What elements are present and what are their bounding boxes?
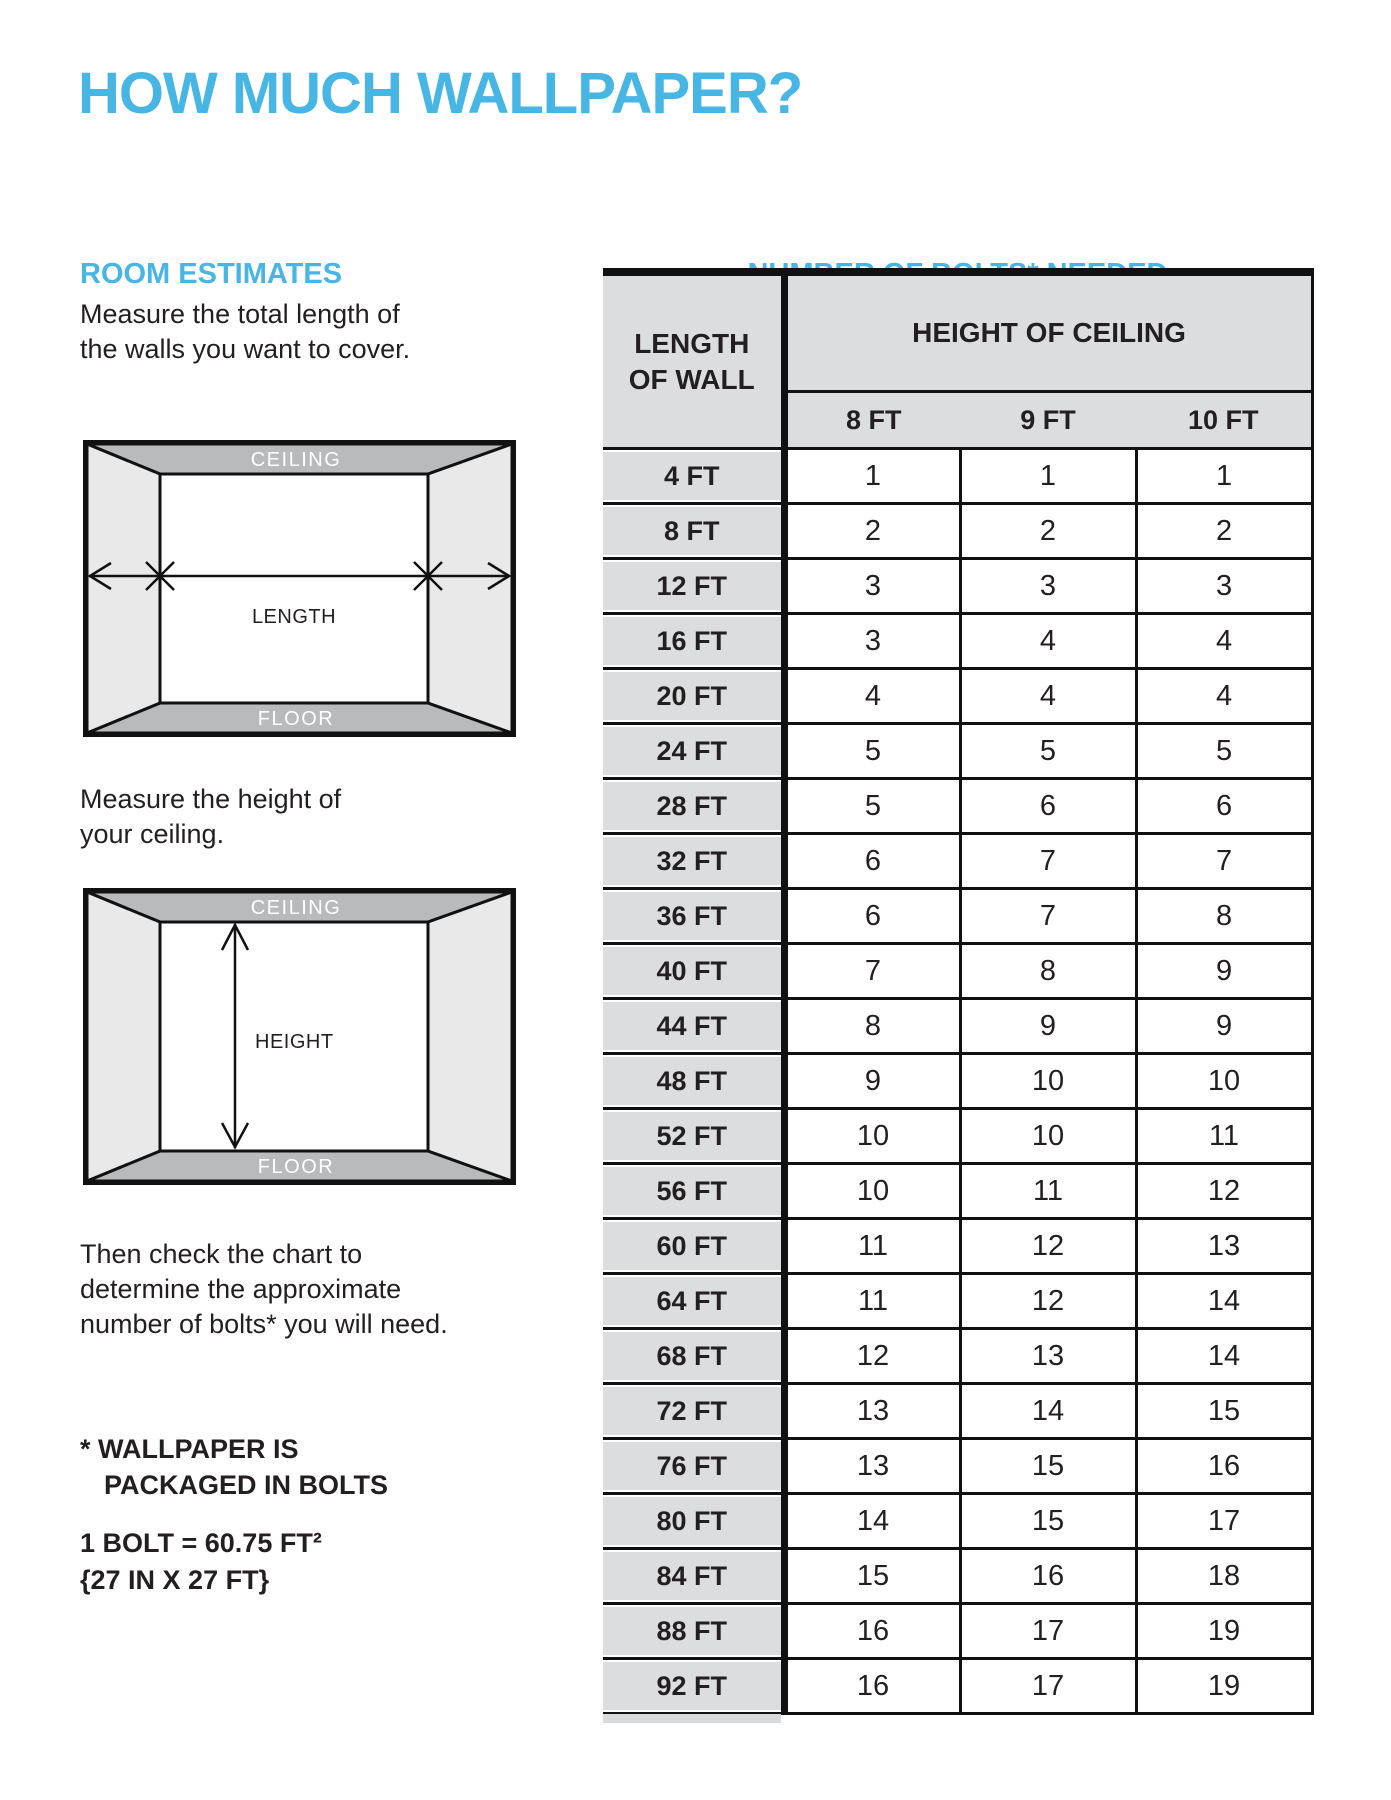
- bolt-count-cell: 12: [1136, 1164, 1312, 1219]
- wall-length-label: 72 FT: [603, 1384, 784, 1439]
- wall-length-label: 16 FT: [603, 614, 784, 669]
- bolt-count-cell: 3: [1136, 559, 1312, 614]
- bolt-count-cell: 1: [784, 449, 960, 504]
- bolt-count-cell: 17: [960, 1604, 1136, 1659]
- bolt-count-cell: 15: [960, 1439, 1136, 1494]
- height-label: HEIGHT: [255, 1031, 334, 1053]
- table-row: [603, 1494, 1312, 1549]
- bolt-count-cell: 16: [960, 1549, 1136, 1604]
- instruction-paragraph-length: Measure the total length of the walls you want to cover.: [80, 299, 411, 364]
- wall-length-label: 60 FT: [603, 1219, 784, 1274]
- bolt-count-cell: 12: [784, 1329, 960, 1384]
- bolt-count-cell: 16: [1136, 1439, 1312, 1494]
- bolt-count-cell: 6: [960, 779, 1136, 834]
- bolt-count-cell: 5: [784, 724, 960, 779]
- bolt-count-cell: 10: [960, 1054, 1136, 1109]
- bolt-count-cell: 9: [1136, 999, 1312, 1054]
- bolt-count-cell: 5: [1136, 724, 1312, 779]
- bolt-count-cell: 1: [1136, 449, 1312, 504]
- ceiling-label: CEILING: [250, 449, 342, 471]
- bolt-count-cell: 5: [784, 779, 960, 834]
- table-row: [603, 1219, 1312, 1274]
- bolt-count-cell: 3: [784, 559, 960, 614]
- table-row: [603, 1384, 1312, 1439]
- bolt-count-cell: 13: [960, 1329, 1136, 1384]
- bolt-count-cell: 11: [784, 1219, 960, 1274]
- table-row: [603, 1164, 1312, 1219]
- bolt-count-cell: 12: [960, 1219, 1136, 1274]
- table-bottom-gray-strip: [603, 1714, 781, 1723]
- bolt-count-cell: 4: [1136, 614, 1312, 669]
- bolt-count-cell: 1: [960, 449, 1136, 504]
- floor-label: FLOOR: [257, 1156, 335, 1178]
- bolt-count-cell: 10: [960, 1109, 1136, 1164]
- section-heading-room-estimates: ROOM ESTIMATES: [80, 258, 343, 290]
- wall-length-label: 56 FT: [603, 1164, 784, 1219]
- bolt-count-cell: 8: [960, 944, 1136, 999]
- table-row: [603, 944, 1312, 999]
- bolt-count-cell: 15: [1136, 1384, 1312, 1439]
- bolt-count-cell: 15: [784, 1549, 960, 1604]
- bolt-count-cell: 5: [960, 724, 1136, 779]
- bolt-count-cell: 3: [784, 614, 960, 669]
- bolt-count-cell: 9: [1136, 944, 1312, 999]
- bolts-table: [603, 268, 1314, 1715]
- wall-length-label: 80 FT: [603, 1494, 784, 1549]
- bolt-count-cell: 13: [1136, 1219, 1312, 1274]
- wall-length-label: 84 FT: [603, 1549, 784, 1604]
- bolt-count-cell: 8: [1136, 889, 1312, 944]
- bolt-count-cell: 4: [784, 669, 960, 724]
- wall-length-label: 88 FT: [603, 1604, 784, 1659]
- page-title: HOW MUCH WALLPAPER?: [78, 61, 803, 126]
- bolt-count-cell: 9: [960, 999, 1136, 1054]
- bolt-count-cell: 7: [784, 944, 960, 999]
- table-row: [603, 614, 1312, 669]
- bolt-count-cell: 14: [1136, 1274, 1312, 1329]
- bolt-count-cell: 16: [784, 1659, 960, 1714]
- table-row: [603, 1109, 1312, 1164]
- table-row: [603, 559, 1312, 614]
- bolt-count-cell: 13: [784, 1384, 960, 1439]
- instruction-paragraph-height: Measure the height of your ceiling.: [80, 784, 342, 849]
- bolt-count-cell: 3: [960, 559, 1136, 614]
- bolt-count-cell: 6: [784, 834, 960, 889]
- bolt-count-cell: 10: [784, 1109, 960, 1164]
- ceiling-label: CEILING: [250, 897, 342, 919]
- table-row: [603, 1329, 1312, 1384]
- bolt-count-cell: 19: [1136, 1604, 1312, 1659]
- wall-length-label: 76 FT: [603, 1439, 784, 1494]
- bolt-count-cell: 14: [784, 1494, 960, 1549]
- table-row: [603, 834, 1312, 889]
- bolt-count-cell: 16: [784, 1604, 960, 1659]
- span-header-height-of-ceiling: HEIGHT OF CEILING: [784, 272, 1312, 392]
- wall-length-label: 36 FT: [603, 889, 784, 944]
- wall-length-label: 4 FT: [603, 449, 784, 504]
- bolt-count-cell: 11: [960, 1164, 1136, 1219]
- wallpaper-bolts-footnote: * WALLPAPER IS PACKAGED IN BOLTS: [80, 1434, 389, 1500]
- wall-length-label: 32 FT: [603, 834, 784, 889]
- bolt-count-cell: 14: [960, 1384, 1136, 1439]
- back-wall-panel: [160, 474, 428, 703]
- table-row: [603, 724, 1312, 779]
- table-row: [603, 999, 1312, 1054]
- bolt-count-cell: 18: [1136, 1549, 1312, 1604]
- bolt-count-cell: 4: [960, 669, 1136, 724]
- table-row: [603, 669, 1312, 724]
- bolt-count-cell: 15: [960, 1494, 1136, 1549]
- corner-header-length-of-wall: LENGTH OF WALL: [603, 272, 784, 449]
- instruction-paragraph-chart: Then check the chart to determine the approximate number of bolts* you will need.: [80, 1239, 448, 1339]
- bolt-count-cell: 7: [1136, 834, 1312, 889]
- bolt-count-cell: 10: [1136, 1054, 1312, 1109]
- wall-length-label: 48 FT: [603, 1054, 784, 1109]
- left-wall-panel: [87, 892, 160, 1181]
- room-height-diagram: [83, 888, 516, 1185]
- table-row: [603, 779, 1312, 834]
- room-length-diagram: [83, 440, 516, 737]
- wall-length-label: 52 FT: [603, 1109, 784, 1164]
- bolt-count-cell: 14: [1136, 1329, 1312, 1384]
- bolt-count-cell: 11: [784, 1274, 960, 1329]
- wall-length-label: 8 FT: [603, 504, 784, 559]
- bolt-count-cell: 6: [1136, 779, 1312, 834]
- table-row: [603, 1274, 1312, 1329]
- bolt-count-cell: 19: [1136, 1659, 1312, 1714]
- table-row: [603, 1659, 1312, 1714]
- bolt-count-cell: 7: [960, 834, 1136, 889]
- bolt-count-cell: 13: [784, 1439, 960, 1494]
- table-row: [603, 504, 1312, 559]
- bolt-size-note: 1 BOLT = 60.75 FT² {27 IN X 27 FT}: [80, 1528, 322, 1595]
- bolt-count-cell: 8: [784, 999, 960, 1054]
- table-row: [603, 889, 1312, 944]
- wall-length-label: 20 FT: [603, 669, 784, 724]
- bolt-count-cell: 17: [1136, 1494, 1312, 1549]
- wall-length-label: 24 FT: [603, 724, 784, 779]
- bolt-count-cell: 2: [784, 504, 960, 559]
- bolt-count-cell: 9: [784, 1054, 960, 1109]
- wall-length-label: 12 FT: [603, 559, 784, 614]
- bolts-table-container: [603, 268, 1314, 1715]
- bolt-count-cell: 17: [960, 1659, 1136, 1714]
- table-body: [603, 449, 1312, 1714]
- table-row: [603, 1549, 1312, 1604]
- table-row: [603, 449, 1312, 504]
- wall-length-label: 64 FT: [603, 1274, 784, 1329]
- ceiling-height-header-8ft: 8 FT: [784, 392, 960, 449]
- table-row: [603, 1604, 1312, 1659]
- bolt-count-cell: 12: [960, 1274, 1136, 1329]
- bolt-count-cell: 2: [960, 504, 1136, 559]
- bolt-count-cell: 10: [784, 1164, 960, 1219]
- bolt-count-cell: 11: [1136, 1109, 1312, 1164]
- floor-label: FLOOR: [257, 708, 335, 730]
- bolt-count-cell: 4: [960, 614, 1136, 669]
- right-wall-panel: [428, 892, 512, 1181]
- bolt-count-cell: 6: [784, 889, 960, 944]
- ceiling-height-header-9ft: 9 FT: [960, 392, 1136, 449]
- bolt-count-cell: 4: [1136, 669, 1312, 724]
- table-row: [603, 1054, 1312, 1109]
- wall-length-label: 28 FT: [603, 779, 784, 834]
- wall-length-label: 92 FT: [603, 1659, 784, 1714]
- wall-length-label: 68 FT: [603, 1329, 784, 1384]
- table-row: [603, 1439, 1312, 1494]
- wall-length-label: 40 FT: [603, 944, 784, 999]
- bolt-count-cell: 7: [960, 889, 1136, 944]
- bolt-count-cell: 2: [1136, 504, 1312, 559]
- length-label: LENGTH: [251, 606, 337, 628]
- ceiling-height-header-10ft: 10 FT: [1136, 392, 1312, 449]
- wall-length-label: 44 FT: [603, 999, 784, 1054]
